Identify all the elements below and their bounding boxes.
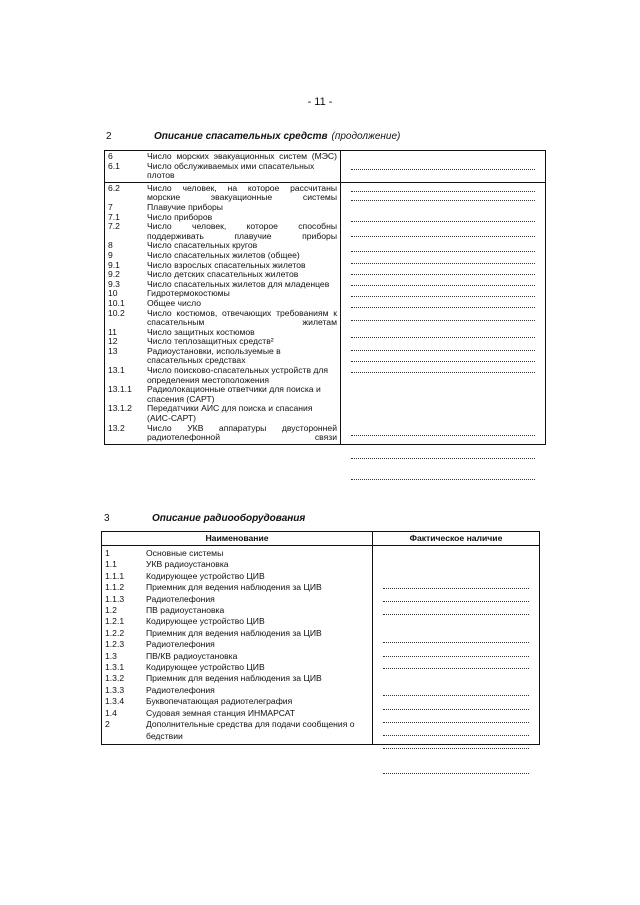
fill-in-line[interactable]: [351, 307, 535, 308]
section-2-number: 2: [106, 131, 112, 142]
item-number: 13.1: [108, 365, 125, 376]
fill-in-line[interactable]: [351, 350, 535, 351]
item-number: 1.2.3: [105, 639, 125, 650]
item-description: Число спасательных жилетов для младенцев: [147, 278, 330, 289]
table-group: [105, 151, 545, 182]
item-number: 6.1: [108, 160, 120, 171]
table-row: [102, 559, 372, 570]
item-description: Число поисково-спасательных устройств для определения местоположения: [147, 365, 329, 385]
column-header-actual: Фактическое наличие: [409, 533, 503, 543]
item-description: Приемник для ведения наблюдения за ЦИВ: [146, 582, 322, 593]
fill-in-line[interactable]: [383, 695, 529, 696]
item-number: 1.2: [105, 605, 117, 616]
item-description: Число приборов: [147, 211, 213, 222]
fill-in-line[interactable]: [351, 263, 535, 264]
item-description: Буквопечатающая радиотелеграфия: [146, 696, 293, 707]
fill-in-line[interactable]: [351, 274, 535, 275]
fill-in-line[interactable]: [351, 372, 535, 373]
item-number: 1.1.3: [105, 593, 125, 604]
item-number: 1.1.2: [105, 582, 125, 593]
item-number: 1.1: [105, 559, 117, 570]
fill-in-line[interactable]: [383, 735, 529, 736]
item-number: 2: [105, 719, 110, 730]
radio-table-actual-column: [373, 546, 539, 744]
fill-in-line[interactable]: [351, 296, 535, 297]
fill-in-line[interactable]: [351, 236, 535, 237]
lifesaving-appliances-table: [104, 150, 546, 445]
item-description: Судовая земная станция ИНМАРСАТ: [146, 707, 296, 718]
item-number: 10.2: [108, 307, 125, 318]
table-row: [102, 719, 372, 742]
item-number: 1.4: [105, 707, 117, 718]
table-row: [102, 651, 372, 662]
fill-in-line[interactable]: [383, 614, 529, 615]
item-description: Основные системы: [146, 548, 224, 558]
item-number: 1: [105, 548, 110, 558]
item-description: Гидротермокостюмы: [147, 288, 230, 299]
item-number: 13.1.1: [108, 384, 132, 395]
section-3-number: 3: [104, 513, 110, 524]
item-description: Кодирующее устройство ЦИВ: [146, 616, 265, 627]
fill-in-line[interactable]: [351, 479, 535, 480]
table-row: [102, 628, 372, 639]
fill-in-line[interactable]: [383, 748, 529, 749]
fill-in-line[interactable]: [383, 773, 529, 774]
item-description: Радиотелефония: [146, 639, 215, 650]
fill-in-line[interactable]: [383, 642, 529, 643]
item-description: Число обслуживаемых ими спасательных плотов: [147, 160, 315, 181]
item-description: Число УКВ аппаратуры двусторонней радиотелефонной связи: [147, 422, 337, 443]
item-number: 12: [108, 336, 118, 347]
fill-in-line[interactable]: [383, 709, 529, 710]
table-row: [105, 203, 340, 213]
item-number: 10: [108, 288, 118, 299]
radio-equipment-table: [101, 531, 540, 745]
item-number: 1.3: [105, 650, 117, 661]
fill-in-line[interactable]: [351, 169, 535, 170]
item-description: ПВ радиоустановка: [146, 605, 225, 616]
item-number: 9.2: [108, 269, 120, 280]
fill-in-line[interactable]: [383, 722, 529, 723]
item-number: 9: [108, 249, 113, 260]
fill-in-line[interactable]: [351, 320, 535, 321]
fill-in-line[interactable]: [351, 337, 535, 338]
item-number: 1.3.3: [105, 684, 125, 695]
table-row: [102, 571, 372, 582]
section-2-subtitle: (продолжение): [331, 131, 401, 142]
table-row: [102, 582, 372, 593]
fill-in-line[interactable]: [351, 361, 535, 362]
table-row: [105, 162, 340, 181]
radio-table-name-column: [102, 546, 373, 744]
item-number: 1.1.1: [105, 570, 125, 581]
item-column: [105, 183, 341, 444]
table-row: [105, 309, 340, 328]
fill-in-line[interactable]: [351, 435, 535, 436]
section-2-heading: [106, 131, 400, 142]
item-description: Приемник для ведения наблюдения за ЦИВ: [146, 673, 322, 684]
item-description: Число детских спасательных жилетов: [147, 269, 299, 280]
radio-table-body: [102, 546, 539, 744]
table-row: [102, 673, 372, 684]
item-number: 1.3.1: [105, 662, 125, 673]
item-number: 1.3.4: [105, 696, 125, 707]
table-row: [105, 404, 340, 423]
fill-in-line[interactable]: [383, 588, 529, 589]
item-description: Число человек, которое способны поддерживать плавучие приборы: [147, 221, 337, 241]
value-column: [341, 183, 545, 444]
fill-in-line[interactable]: [351, 221, 535, 222]
fill-in-line[interactable]: [351, 285, 535, 286]
item-description: Число костюмов, отвечающих требованиям к спасательным жилетам: [147, 307, 337, 328]
table-row: [102, 662, 372, 673]
item-number: 1.3.2: [105, 673, 125, 684]
fill-in-line[interactable]: [383, 656, 529, 657]
item-number: 6: [108, 151, 113, 161]
item-description: Передатчики АИС для поиска и спасания (АИС-САРТ): [147, 403, 313, 424]
fill-in-line[interactable]: [351, 200, 535, 201]
fill-in-line[interactable]: [351, 251, 535, 252]
item-description: Радиоустановки, используемые в спасательных средствах: [147, 345, 281, 366]
table-row: [102, 605, 372, 616]
item-description: Радиолокационные ответчики для поиска и спасения (САРТ): [147, 384, 321, 404]
fill-in-line[interactable]: [351, 458, 535, 459]
table-row: [102, 708, 372, 719]
column-header-name: Наименование: [102, 532, 373, 545]
table-row: [105, 385, 340, 404]
item-description: Радиотелефония: [146, 684, 215, 695]
item-description: Число взрослых спасательных жилетов: [147, 259, 306, 270]
table-row: [105, 424, 340, 443]
page-number: - 11 -: [307, 96, 333, 108]
item-number: 11: [108, 326, 117, 337]
section-3-heading: [104, 513, 305, 524]
section-2-title: Описание спасательных средств: [154, 131, 328, 142]
item-description: Число спасательных кругов: [147, 240, 258, 251]
item-number: 6.2: [108, 182, 120, 193]
item-description: Число спасательных жилетов (общее): [147, 249, 300, 260]
radio-table-header: [102, 532, 539, 546]
table-row: [105, 222, 340, 241]
value-column: [341, 151, 545, 182]
item-description: Число защитных костюмов: [147, 326, 255, 337]
item-number: 9.1: [108, 259, 120, 270]
item-number: 9.3: [108, 278, 120, 289]
table-row: [102, 548, 372, 559]
table-row: [102, 696, 372, 707]
item-description: ПВ/КВ радиоустановка: [146, 650, 238, 661]
item-description: Число человек, на которое рассчитаны морские эвакуационные системы: [147, 182, 337, 203]
table-row: [105, 366, 340, 385]
item-description: Кодирующее устройство ЦИВ: [146, 662, 265, 673]
fill-in-line[interactable]: [383, 668, 529, 669]
item-number: 13.1.2: [108, 403, 132, 414]
table-group: [105, 182, 545, 444]
item-description: УКВ радиоустановка: [146, 559, 229, 570]
item-description: Дополнительные средства для подачи сообщения о бедствии: [146, 719, 355, 741]
item-description: Общее число: [147, 297, 201, 308]
table-row: [102, 594, 372, 605]
table-row: [102, 616, 372, 627]
table-row: [105, 347, 340, 366]
item-description: Кодирующее устройство ЦИВ: [146, 570, 265, 581]
table-row: [102, 639, 372, 650]
item-description: Приемник для ведения наблюдения за ЦИВ: [146, 627, 322, 638]
item-number: 7.1: [108, 211, 120, 222]
item-description: Число теплозащитных средств²: [147, 336, 274, 347]
item-number: 7: [108, 201, 113, 212]
item-number: 7.2: [108, 221, 120, 232]
item-column: [105, 151, 341, 182]
item-description: Радиотелефония: [146, 593, 215, 604]
item-number: 8: [108, 240, 113, 251]
item-description: Число морских эвакуационных систем (МЭС): [147, 151, 337, 161]
table-row: [105, 184, 340, 203]
item-number: 13: [108, 345, 118, 356]
table-row: [105, 289, 340, 299]
item-number: 13.2: [108, 422, 125, 433]
section-3-title: Описание радиооборудования: [152, 513, 306, 524]
table-row: [102, 685, 372, 696]
item-number: 10.1: [108, 297, 125, 308]
fill-in-line[interactable]: [383, 601, 529, 602]
item-number: 1.2.2: [105, 627, 125, 638]
item-number: 1.2.1: [105, 616, 125, 627]
item-description: Плавучие приборы: [147, 201, 223, 212]
